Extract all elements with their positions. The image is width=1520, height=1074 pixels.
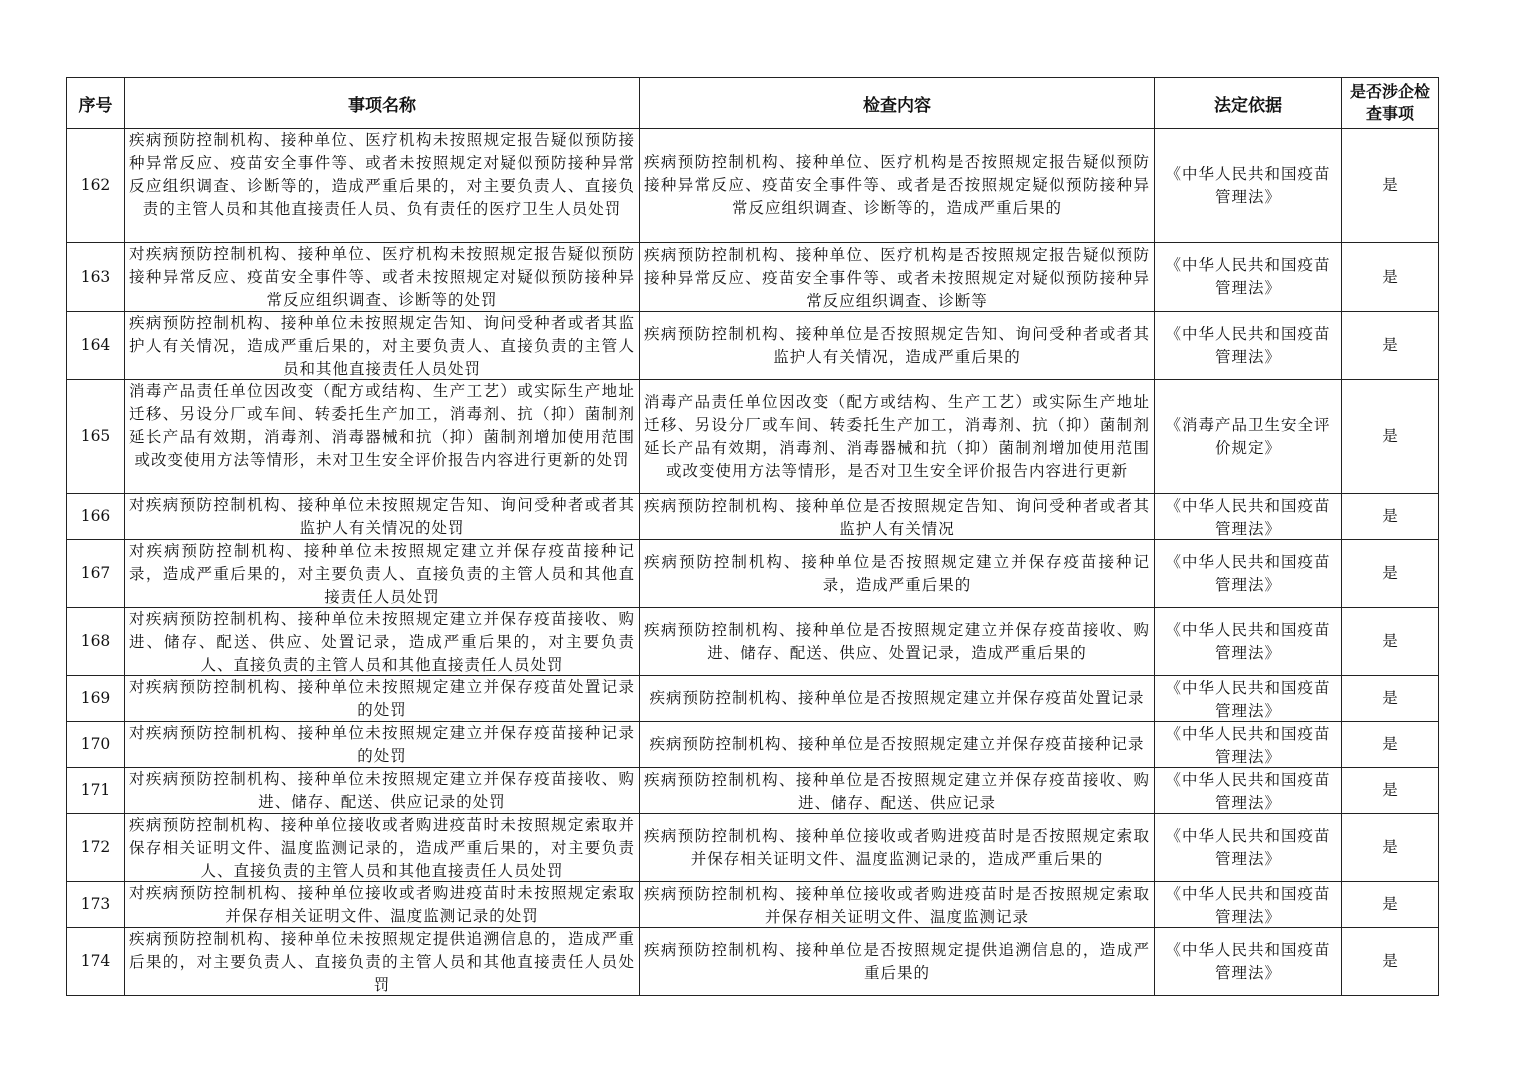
row-serial-number-text: 170 [80,735,111,753]
row-legal-basis-text: 《消毒产品卫生安全评价规定》 [1165,415,1331,457]
row-enterprise-related-text: 是 [1382,176,1398,194]
row-item-name [125,494,640,540]
row-enterprise-related-text: 是 [1382,781,1398,799]
row-inspection-content [640,608,1155,676]
row-item-name-text: 对疾病预防控制机构、接种单位、医疗机构未按照规定报告疑似预防接种异常反应、疫苗安全事件等、或者未按照规定对疑似预防接种异常反应组织调查、诊断等的处罚 [129,245,635,309]
row-enterprise-related-text: 是 [1382,952,1398,970]
row-inspection-content-text: 疾病预防控制机构、接种单位是否按照规定建立并保存疫苗接收、购进、储存、配送、供应、处置记录，造成严重后果的 [644,620,1150,662]
row-inspection-content [640,722,1155,768]
table-row [67,768,1439,814]
row-inspection-content-text: 疾病预防控制机构、接种单位、医疗机构是否按照规定报告疑似预防接种异常反应、疫苗安全事件等、或者是否按照规定疑似预防接种异常反应组织调查、诊断等的，造成严重后果的 [644,153,1150,217]
row-serial-number-text: 173 [80,895,111,913]
row-enterprise-related-text: 是 [1382,267,1398,286]
row-inspection-content-text: 疾病预防控制机构、接种单位是否按照规定建立并保存疫苗接种记录，造成严重后果的 [644,552,1150,594]
row-legal-basis-text: 《中华人民共和国疫苗管理法》 [1165,256,1331,297]
row-legal-basis-text: 《中华人民共和国疫苗管理法》 [1165,940,1331,982]
row-legal-basis-text: 《中华人民共和国疫苗管理法》 [1165,826,1331,868]
row-serial-number-text: 167 [80,564,111,582]
row-serial-number [67,380,125,494]
row-inspection-content-text: 疾病预防控制机构、接种单位是否按照规定提供追溯信息的，造成严重后果的 [644,940,1150,982]
table-row [67,882,1439,928]
row-enterprise-related-text: 是 [1382,838,1398,856]
table-row [67,608,1439,676]
row-enterprise-related [1342,608,1439,676]
row-serial-number [67,768,125,814]
row-legal-basis [1155,129,1342,243]
row-enterprise-related [1342,722,1439,768]
row-legal-basis-text: 《中华人民共和国疫苗管理法》 [1165,620,1331,662]
row-serial-number [67,928,125,996]
row-serial-number-text: 162 [80,176,111,194]
row-enterprise-related [1342,676,1439,722]
row-enterprise-related [1342,312,1439,380]
row-inspection-content [640,312,1155,380]
row-legal-basis [1155,882,1342,928]
row-serial-number-text: 174 [80,952,111,970]
table-row [67,540,1439,608]
row-legal-basis-text: 《中华人民共和国疫苗管理法》 [1165,164,1331,206]
row-legal-basis [1155,722,1342,768]
row-enterprise-related [1342,129,1439,243]
row-serial-number [67,882,125,928]
row-legal-basis [1155,928,1342,996]
row-enterprise-related [1342,814,1439,882]
row-legal-basis [1155,814,1342,882]
row-enterprise-related-text: 是 [1382,336,1398,354]
row-serial-number [67,494,125,540]
row-enterprise-related-text: 是 [1382,507,1398,525]
row-enterprise-related-text: 是 [1382,735,1398,753]
row-serial-number-text: 169 [80,689,111,707]
row-inspection-content [640,814,1155,882]
row-item-name-text: 疾病预防控制机构、接种单位接收或者购进疫苗时未按照规定索取并保存相关证明文件、温度监测记录的，造成严重后果的，对主要负责人、直接负责的主管人员和其他直接责任人员处罚 [129,816,635,880]
row-item-name [125,312,640,380]
table-row [67,928,1439,996]
row-item-name-text: 疾病预防控制机构、接种单位未按照规定告知、询问受种者或者其监护人有关情况，造成严重后果的，对主要负责人、直接负责的主管人员和其他直接责任人员处罚 [129,314,635,378]
row-item-name [125,608,640,676]
row-serial-number-text: 164 [80,336,111,354]
row-item-name [125,380,640,494]
table-row [67,722,1439,768]
header-inspection-content: 检查内容 [640,78,1155,129]
row-legal-basis-text: 《中华人民共和国疫苗管理法》 [1165,552,1331,594]
row-serial-number-text: 172 [80,838,111,856]
row-legal-basis [1155,540,1342,608]
row-inspection-content [640,129,1155,243]
row-serial-number [67,676,125,722]
row-serial-number-text: 165 [80,427,111,445]
row-enterprise-related [1342,928,1439,996]
row-legal-basis-text: 《中华人民共和国疫苗管理法》 [1165,724,1331,766]
row-inspection-content-text: 消毒产品责任单位因改变（配方或结构、生产工艺）或实际生产地址迁移、另设分厂或车间、转委托生产加工，消毒剂、抗（抑）菌制剂延长产品有效期，消毒剂、消毒器械和抗（抑）菌制剂增加使用范围或改变使用方法等情形，是否对卫生安全评价报告内容进行更新 [644,392,1150,480]
row-inspection-content-text: 疾病预防控制机构、接种单位是否按照规定建立并保存疫苗接收、购进、储存、配送、供应记录 [644,770,1150,812]
row-legal-basis [1155,768,1342,814]
row-serial-number [67,608,125,676]
row-item-name-text: 消毒产品责任单位因改变（配方或结构、生产工艺）或实际生产地址迁移、另设分厂或车间、转委托生产加工，消毒剂、抗（抑）菌制剂延长产品有效期，消毒剂、消毒器械和抗（抑）菌制剂增加使用范围或改变使用方法等情形，未对卫生安全评价报告内容进行更新的处罚 [129,382,635,469]
row-item-name [125,882,640,928]
row-inspection-content-text: 疾病预防控制机构、接种单位是否按照规定建立并保存疫苗处置记录 [649,689,1145,707]
header-legal-basis: 法定依据 [1155,78,1342,129]
row-serial-number [67,243,125,312]
row-legal-basis-text: 《中华人民共和国疫苗管理法》 [1165,324,1331,366]
row-inspection-content [640,243,1155,312]
row-enterprise-related-text: 是 [1382,689,1398,707]
row-item-name-text: 对疾病预防控制机构、接种单位未按照规定建立并保存疫苗接收、购进、储存、配送、供应记录的处罚 [129,770,635,811]
row-inspection-content [640,540,1155,608]
row-item-name [125,243,640,312]
row-legal-basis [1155,494,1342,540]
row-inspection-content [640,882,1155,928]
row-item-name-text: 对疾病预防控制机构、接种单位未按照规定建立并保存疫苗接收、购进、储存、配送、供应、处置记录，造成严重后果的，对主要负责人、直接负责的主管人员和其他直接责任人员处罚 [129,610,635,674]
row-serial-number-text: 168 [80,632,111,650]
row-item-name [125,768,640,814]
row-inspection-content-text: 疾病预防控制机构、接种单位是否按照规定建立并保存疫苗接种记录 [649,735,1145,753]
row-serial-number [67,129,125,243]
table-body [67,129,1439,996]
table-row [67,676,1439,722]
row-legal-basis [1155,243,1342,312]
row-serial-number [67,540,125,608]
row-serial-number [67,814,125,882]
row-enterprise-related-text: 是 [1382,564,1398,582]
row-enterprise-related [1342,768,1439,814]
row-item-name [125,928,640,996]
row-serial-number-text: 163 [80,267,111,286]
row-inspection-content [640,676,1155,722]
row-inspection-content-text: 疾病预防控制机构、接种单位、医疗机构是否按照规定报告疑似预防接种异常反应、疫苗安全事件等、或者未按照规定对疑似预防接种异常反应组织调查、诊断等 [644,245,1150,310]
row-item-name-text: 对疾病预防控制机构、接种单位未按照规定建立并保存疫苗处置记录的处罚 [129,678,635,719]
row-legal-basis-text: 《中华人民共和国疫苗管理法》 [1165,770,1331,812]
row-inspection-content-text: 疾病预防控制机构、接种单位接收或者购进疫苗时是否按照规定索取并保存相关证明文件、温度监测记录 [644,884,1150,926]
row-legal-basis [1155,380,1342,494]
row-item-name-text: 对疾病预防控制机构、接种单位未按照规定告知、询问受种者或者其监护人有关情况的处罚 [129,496,635,537]
row-legal-basis [1155,676,1342,722]
row-inspection-content [640,380,1155,494]
row-inspection-content-text: 疾病预防控制机构、接种单位接收或者购进疫苗时是否按照规定索取并保存相关证明文件、温度监测记录的，造成严重后果的 [644,826,1150,868]
table-row [67,814,1439,882]
row-item-name-text: 对疾病预防控制机构、接种单位未按照规定建立并保存疫苗接种记录，造成严重后果的，对主要负责人、直接负责的主管人员和其他直接责任人员处罚 [129,542,635,606]
row-item-name-text: 疾病预防控制机构、接种单位、医疗机构未按照规定报告疑似预防接种异常反应、疫苗安全事件等、或者未按照规定对疑似预防接种异常反应组织调查、诊断等的，造成严重后果的，对主要负责人、直接负责的主管人员和其他直接责任人员、负有责任的医疗卫生人员处罚 [129,131,635,218]
table-row [67,129,1439,243]
row-serial-number [67,312,125,380]
row-serial-number-text: 166 [80,507,111,525]
table-row [67,243,1439,312]
row-inspection-content [640,494,1155,540]
row-enterprise-related [1342,243,1439,312]
table-row [67,312,1439,380]
row-item-name [125,814,640,882]
row-inspection-content [640,768,1155,814]
row-legal-basis [1155,312,1342,380]
row-item-name [125,129,640,243]
row-inspection-content [640,928,1155,996]
row-enterprise-related [1342,540,1439,608]
row-inspection-content-text: 疾病预防控制机构、接种单位是否按照规定告知、询问受种者或者其监护人有关情况，造成严重后果的 [644,324,1150,366]
row-inspection-content-text: 疾病预防控制机构、接种单位是否按照规定告知、询问受种者或者其监护人有关情况 [644,496,1150,538]
row-serial-number-text: 171 [80,781,111,799]
row-item-name-text: 对疾病预防控制机构、接种单位未按照规定建立并保存疫苗接种记录的处罚 [129,724,635,765]
header-item-name: 事项名称 [125,78,640,129]
table-header-row [67,78,1439,129]
row-enterprise-related [1342,882,1439,928]
row-legal-basis-text: 《中华人民共和国疫苗管理法》 [1165,678,1331,720]
table-row [67,380,1439,494]
row-enterprise-related-text: 是 [1382,632,1398,650]
table-row [67,494,1439,540]
header-serial-number: 序号 [67,78,125,129]
row-item-name [125,540,640,608]
row-item-name [125,722,640,768]
row-legal-basis-text: 《中华人民共和国疫苗管理法》 [1165,884,1331,926]
header-enterprise-related: 是否涉企检查事项 [1342,78,1439,129]
row-enterprise-related-text: 是 [1382,427,1398,445]
inspection-items-table [66,77,1439,996]
row-enterprise-related-text: 是 [1382,895,1398,913]
row-enterprise-related [1342,380,1439,494]
row-serial-number [67,722,125,768]
row-item-name-text: 疾病预防控制机构、接种单位未按照规定提供追溯信息的，造成严重后果的，对主要负责人、直接负责的主管人员和其他直接责任人员处罚 [129,930,635,994]
row-item-name-text: 对疾病预防控制机构、接种单位接收或者购进疫苗时未按照规定索取并保存相关证明文件、温度监测记录的处罚 [129,884,635,925]
row-enterprise-related [1342,494,1439,540]
row-item-name [125,676,640,722]
row-legal-basis [1155,608,1342,676]
row-legal-basis-text: 《中华人民共和国疫苗管理法》 [1165,496,1331,538]
